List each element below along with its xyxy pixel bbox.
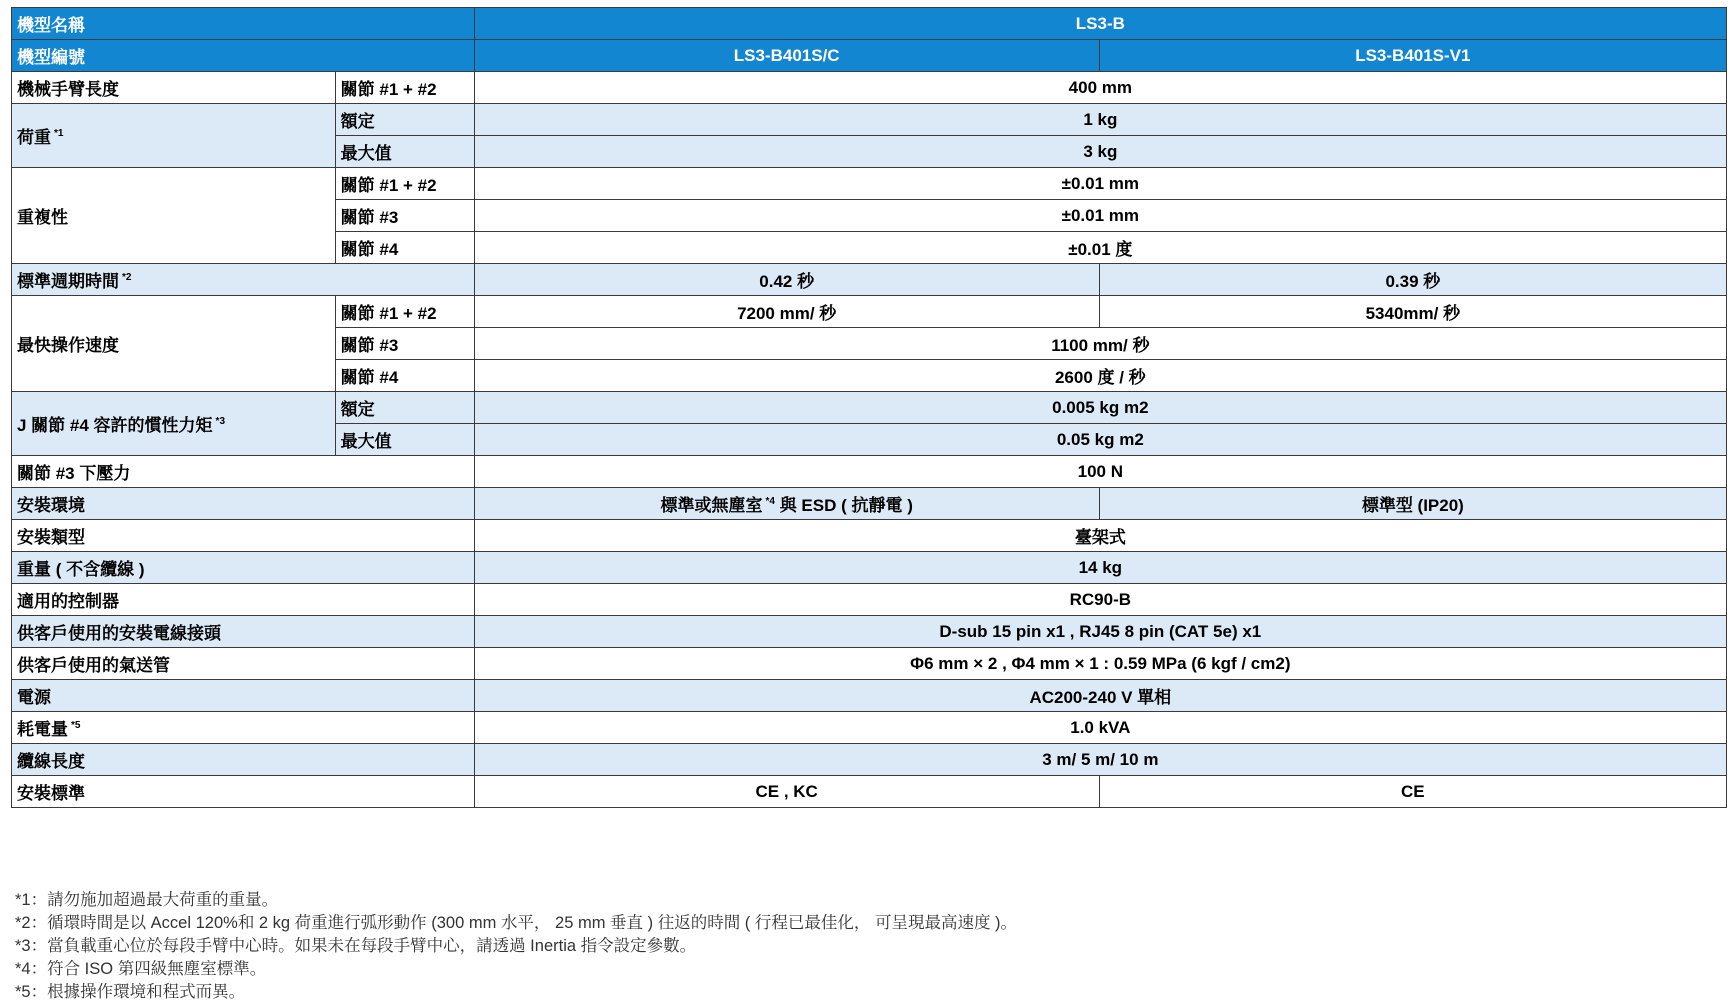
max-speed-j12-a: 7200 mm/ 秒 bbox=[474, 296, 1099, 328]
max-speed-j3-value: 1100 mm/ 秒 bbox=[474, 328, 1726, 360]
model-a-value: LS3-B401S/C bbox=[474, 40, 1099, 72]
max-speed-j3-label: 關節 #3 bbox=[335, 328, 474, 360]
environment-a-note: *4 bbox=[765, 496, 775, 508]
row-model-name bbox=[12, 8, 1727, 40]
footnote-3: *3：當負載重心位於每段手臂中心時。如果未在每段手臂中心，請透過 Inertia 指令設定參數。 bbox=[15, 937, 697, 955]
power-consumption-label: 耗電量 bbox=[17, 720, 68, 739]
footnotes bbox=[15, 889, 1017, 1004]
row-model-number bbox=[12, 40, 1727, 72]
footnote-2: *2：循環時間是以 Accel 120%和 2 kg 荷重進行弧形動作 (300 mm 水平， 25 mm 垂直 ) 往返的時間 ( 行程已最佳化， 可呈現最高速度 )。 bbox=[15, 914, 1018, 932]
repeatability-j12-value: ±0.01 mm bbox=[474, 168, 1726, 200]
footnote-5: *5：根據操作環境和程式而異。 bbox=[15, 983, 246, 1001]
max-speed-label: 最快操作速度 bbox=[12, 296, 336, 392]
downforce-label: 關節 #3 下壓力 bbox=[12, 456, 475, 488]
inertia-label-cell bbox=[12, 392, 336, 456]
row-power bbox=[12, 680, 1727, 712]
user-wiring-value: D-sub 15 pin x1 , RJ45 8 pin (CAT 5e) x1 bbox=[474, 616, 1726, 648]
model-name-label: 機型名稱 bbox=[12, 8, 475, 40]
row-cable-length bbox=[12, 744, 1727, 776]
repeatability-j4-label: 關節 #4 bbox=[335, 232, 474, 264]
user-tubing-label: 供客戶使用的氣送管 bbox=[12, 648, 475, 680]
row-user-wiring bbox=[12, 616, 1727, 648]
power-value: AC200-240 V 單相 bbox=[474, 680, 1726, 712]
environment-b: 標準型 (IP20) bbox=[1099, 488, 1726, 520]
cycle-time-b: 0.39 秒 bbox=[1099, 264, 1726, 296]
inertia-label: J 關節 #4 容許的慣性力矩 bbox=[17, 416, 213, 435]
inertia-max-label: 最大值 bbox=[335, 424, 474, 456]
repeatability-j12-label: 關節 #1 + #2 bbox=[335, 168, 474, 200]
footnote-4: *4：符合 ISO 第四級無塵室標準。 bbox=[15, 960, 267, 978]
weight-value: 14 kg bbox=[474, 552, 1726, 584]
user-tubing-value: Φ6 mm × 2 , Φ4 mm × 1 : 0.59 MPa (6 kgf / cm2) bbox=[474, 648, 1726, 680]
environment-a-cell bbox=[474, 488, 1099, 520]
row-downforce bbox=[12, 456, 1727, 488]
payload-max-value: 3 kg bbox=[474, 136, 1726, 168]
user-wiring-label: 供客戶使用的安裝電線接頭 bbox=[12, 616, 475, 648]
power-consumption-note: *5 bbox=[71, 720, 81, 732]
repeatability-j4-value: ±0.01 度 bbox=[474, 232, 1726, 264]
row-inertia-rated bbox=[12, 392, 1727, 424]
inertia-note: *3 bbox=[215, 416, 225, 428]
power-consumption-value: 1.0 kVA bbox=[474, 712, 1726, 744]
footnote-1: *1：請勿施加超過最大荷重的重量。 bbox=[15, 891, 279, 909]
row-power-consumption bbox=[12, 712, 1727, 744]
max-speed-j4-label: 關節 #4 bbox=[335, 360, 474, 392]
environment-a-post: 與 ESD ( 抗靜電 ) bbox=[779, 496, 913, 515]
controller-value: RC90-B bbox=[474, 584, 1726, 616]
row-environment bbox=[12, 488, 1727, 520]
max-speed-j12-label: 關節 #1 + #2 bbox=[335, 296, 474, 328]
mounting-value: 臺架式 bbox=[474, 520, 1726, 552]
cycle-time-a: 0.42 秒 bbox=[474, 264, 1099, 296]
spec-table bbox=[11, 7, 1727, 808]
model-b-value: LS3-B401S-V1 bbox=[1099, 40, 1726, 72]
row-max-speed-j12 bbox=[12, 296, 1727, 328]
row-mounting bbox=[12, 520, 1727, 552]
payload-rated-label: 額定 bbox=[335, 104, 474, 136]
cable-length-value: 3 m/ 5 m/ 10 m bbox=[474, 744, 1726, 776]
standards-label: 安裝標準 bbox=[12, 776, 475, 808]
payload-max-label: 最大值 bbox=[335, 136, 474, 168]
payload-note: *1 bbox=[54, 128, 64, 140]
repeatability-j3-label: 關節 #3 bbox=[335, 200, 474, 232]
row-weight bbox=[12, 552, 1727, 584]
controller-label: 適用的控制器 bbox=[12, 584, 475, 616]
row-controller bbox=[12, 584, 1727, 616]
payload-label-cell bbox=[12, 104, 336, 168]
row-payload-rated bbox=[12, 104, 1727, 136]
repeatability-j3-value: ±0.01 mm bbox=[474, 200, 1726, 232]
inertia-rated-value: 0.005 kg m2 bbox=[474, 392, 1726, 424]
row-arm-length bbox=[12, 72, 1727, 104]
payload-label: 荷重 bbox=[17, 128, 51, 147]
repeatability-label: 重複性 bbox=[12, 168, 336, 264]
environment-label: 安裝環境 bbox=[12, 488, 475, 520]
inertia-max-value: 0.05 kg m2 bbox=[474, 424, 1726, 456]
standards-b: CE bbox=[1099, 776, 1726, 808]
model-name-value: LS3-B bbox=[474, 8, 1726, 40]
power-consumption-label-cell bbox=[12, 712, 475, 744]
power-label: 電源 bbox=[12, 680, 475, 712]
inertia-rated-label: 額定 bbox=[335, 392, 474, 424]
model-number-label: 機型編號 bbox=[12, 40, 475, 72]
row-standards bbox=[12, 776, 1727, 808]
max-speed-j4-value: 2600 度 / 秒 bbox=[474, 360, 1726, 392]
arm-length-label: 機械手臂長度 bbox=[12, 72, 336, 104]
standards-a: CE , KC bbox=[474, 776, 1099, 808]
payload-rated-value: 1 kg bbox=[474, 104, 1726, 136]
row-repeatability-j12 bbox=[12, 168, 1727, 200]
cycle-time-note: *2 bbox=[122, 272, 132, 284]
weight-label: 重量 ( 不含纜線 ) bbox=[12, 552, 475, 584]
row-cycle-time bbox=[12, 264, 1727, 296]
row-user-tubing bbox=[12, 648, 1727, 680]
arm-length-sub: 關節 #1 + #2 bbox=[335, 72, 474, 104]
cable-length-label: 纜線長度 bbox=[12, 744, 475, 776]
mounting-label: 安裝類型 bbox=[12, 520, 475, 552]
max-speed-j12-b: 5340mm/ 秒 bbox=[1099, 296, 1726, 328]
cycle-time-label: 標準週期時間 bbox=[17, 272, 119, 291]
cycle-time-label-cell bbox=[12, 264, 475, 296]
environment-a-pre: 標準或無塵室 bbox=[660, 496, 763, 515]
downforce-value: 100 N bbox=[474, 456, 1726, 488]
arm-length-value: 400 mm bbox=[474, 72, 1726, 104]
